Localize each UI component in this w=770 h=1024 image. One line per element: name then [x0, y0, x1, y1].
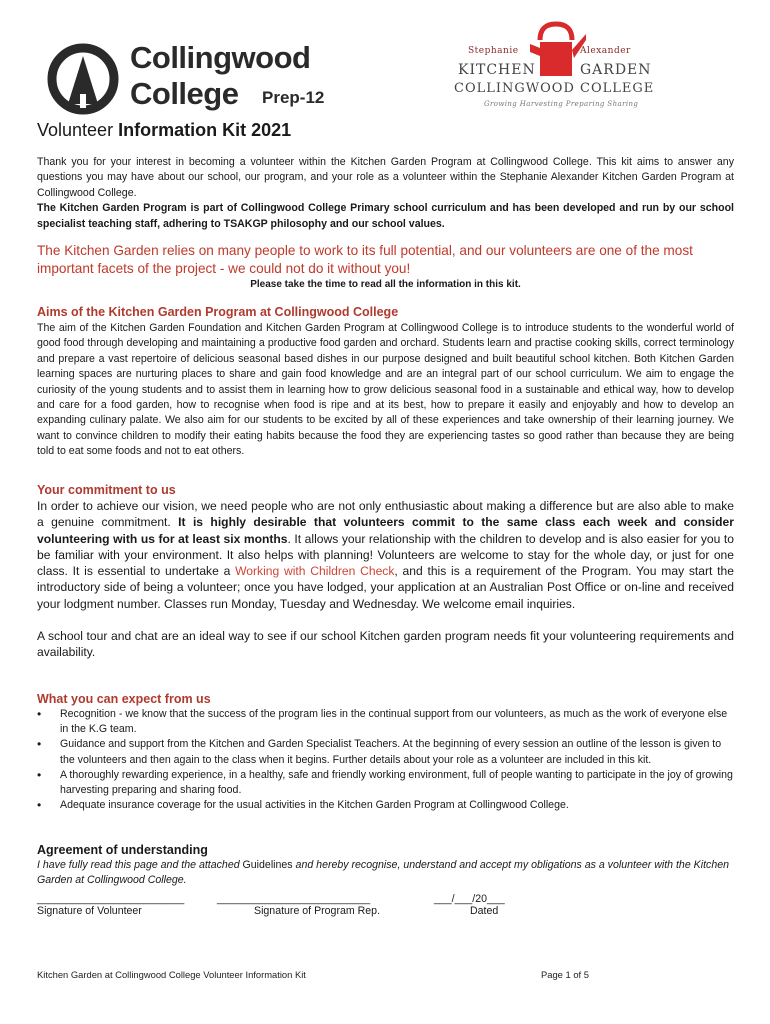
page-title — [37, 120, 291, 141]
date-field[interactable] — [434, 893, 505, 917]
kg-kitchen-text: KITCHEN — [458, 62, 536, 78]
agreement-text-b: and hereby recognise, understand and accept my obligations as a volunteer with the Kitchen Garden at Collingwood College. — [37, 859, 729, 887]
volunteer-signature-label: Signature of Volunteer — [37, 905, 142, 917]
commitment-heading: Your commitment to us — [37, 483, 176, 497]
program-rep-signature-field[interactable] — [217, 893, 380, 917]
school-tour-paragraph: A school tour and chat are an ideal way to see if our school Kitchen garden program needs fit your volunteering requirements and availability. — [37, 629, 734, 660]
program-rep-signature-line: __________________________ — [217, 893, 371, 905]
intro-paragraph: Thank you for your interest in becoming a volunteer within the Kitchen Garden Program at Collingwood College. This kit aims to answer any questions you may have about our school, our program, and your role as a volunteer within the Stephanie Alexander Kitchen Garden Program at Collingwood College. — [37, 156, 734, 199]
kg-college-text: COLLINGWOOD COLLEGE — [454, 81, 655, 96]
expect-section — [37, 692, 734, 813]
logo-word-collingwood: Collingwood — [130, 40, 311, 75]
title-bold: Information Kit 2021 — [118, 120, 292, 140]
footer-title: Kitchen Garden at Collingwood College Volunteer Information Kit — [37, 969, 306, 980]
agreement-text — [37, 858, 734, 889]
agreement-section — [37, 843, 734, 889]
aims-section — [37, 305, 734, 460]
kg-tagline: Growing Harvesting Preparing Sharing — [484, 100, 639, 108]
commitment-section — [37, 483, 734, 661]
agreement-text-a: I have fully read this page and the attached — [37, 859, 243, 871]
list-item: • Recognition - we know that the success of the program lies in the continual support from our volunteers, as much as the work of everyone else in the K.G team. — [37, 707, 734, 737]
agreement-heading: Agreement of understanding — [37, 843, 208, 857]
kg-stephanie-text: Stephanie — [468, 46, 519, 56]
date-line: ___/___/20___ — [434, 893, 505, 905]
working-with-children-check-link[interactable]: Working with Children Check — [235, 564, 395, 579]
page-number: Page 1 of 5 — [541, 969, 589, 980]
list-item: • Adequate insurance coverage for the usual activities in the Kitchen Garden Program at Collingwood College. — [37, 798, 734, 813]
commitment-text-3: , and this is a requirement of the Program. You may start the introductory side of being a volunteer; once you have lodged, your application at an Australian Post Office or on-line and received your lodgment number. Classes run Monday, Tuesday and Wednesday. We welcome email inquiries. — [37, 564, 734, 611]
callout-text: The Kitchen Garden relies on many people to work to its full potential, and our volunteers are one of the most important facets of the project - we could not do it without you! — [37, 243, 693, 276]
guidelines-word: Guidelines — [242, 859, 293, 871]
expect-list — [37, 707, 734, 813]
commitment-body — [37, 498, 734, 612]
kg-alexander-text: Alexander — [580, 46, 631, 56]
logo-word-college: College — [130, 76, 239, 111]
commitment-text-1: In order to achieve our vision, we need people who are not only enthusiastic about making a difference but are also able to make a genuine commitment. — [37, 499, 734, 530]
logo-prep-12: Prep-12 — [262, 88, 325, 107]
collingwood-college-logo — [46, 38, 336, 118]
list-item: • Guidance and support from the Kitchen and Garden Specialist Teachers. At the beginning of every session an outline of the lesson is given to the volunteers and then again to the class when it begins. Further details about your role as a volunteer are included in this kit. — [37, 737, 734, 767]
volunteer-signature-field[interactable] — [37, 893, 184, 917]
program-rep-signature-label: Signature of Program Rep. — [254, 905, 381, 917]
title-light: Volunteer — [37, 120, 114, 140]
list-item: • A thoroughly rewarding experience, in a healthy, safe and friendly working environment, full of people wanting to participate in the joy of growing harvesting preparing and sharing food. — [37, 768, 734, 798]
college-emblem-icon — [46, 42, 120, 116]
volunteer-signature-line: _________________________ — [37, 893, 185, 905]
aims-heading: Aims of the Kitchen Garden Program at Collingwood College — [37, 305, 399, 319]
expect-heading: What you can expect from us — [37, 692, 211, 706]
intro-bold-paragraph: The Kitchen Garden Program is part of Collingwood College Primary school curriculum and has been developed and run by our school specialist teaching staff, adhering to TSAKGP philosophy and our school values. — [37, 202, 734, 230]
date-label: Dated — [470, 905, 499, 917]
intro-section — [37, 155, 734, 232]
kitchen-garden-logo — [448, 20, 663, 115]
callout-section — [37, 242, 734, 278]
commitment-bold-text: It is highly desirable that volunteers commit to the same class each week and consider volunteering with us for at least six months — [37, 515, 734, 546]
aims-body: The aim of the Kitchen Garden Foundation and Kitchen Garden Program at Collingwood College is to introduce students to the wonderful world of good food through developing and maintaining a productive food garden and orchard. Students learn and practise cooking skills, correct terminology and prepare a vast repertoire of delicious seasonal based dishes in our purpose designed and built beautiful school kitchen. Both Kitchen Garden learning spaces are nurturing places to share and gain food knowledge and are an integral part of our school curriculum. We aim to engage the curiosity of the young students and to assist them in learning how to grow delicious seasonal food in a sustainable and ethical way, how to develop and care for a food garden, how to recognise when food is ripe and at its best, how to prepare it easily and enjoyably and how to develop an expanding culinary palate. We also aim for our students to be excited by all of these experiences and take ownership of their learning journey. We want to convince children to modify their eating habits because the food they are experiencing tastes so good rather than because they are being told to eat some foods and not to eat others. — [37, 322, 734, 458]
kg-garden-text: GARDEN — [580, 62, 652, 78]
please-read-note: Please take the time to read all the information in this kit. — [250, 279, 521, 290]
commitment-text-2: . It allows your relationship with the children to develop and is also easier for you to be familiar with your environment. It also helps with planning! Volunteers are welcome to stay for the whole day, or just for one class. It is essential to undertake a — [37, 531, 734, 579]
